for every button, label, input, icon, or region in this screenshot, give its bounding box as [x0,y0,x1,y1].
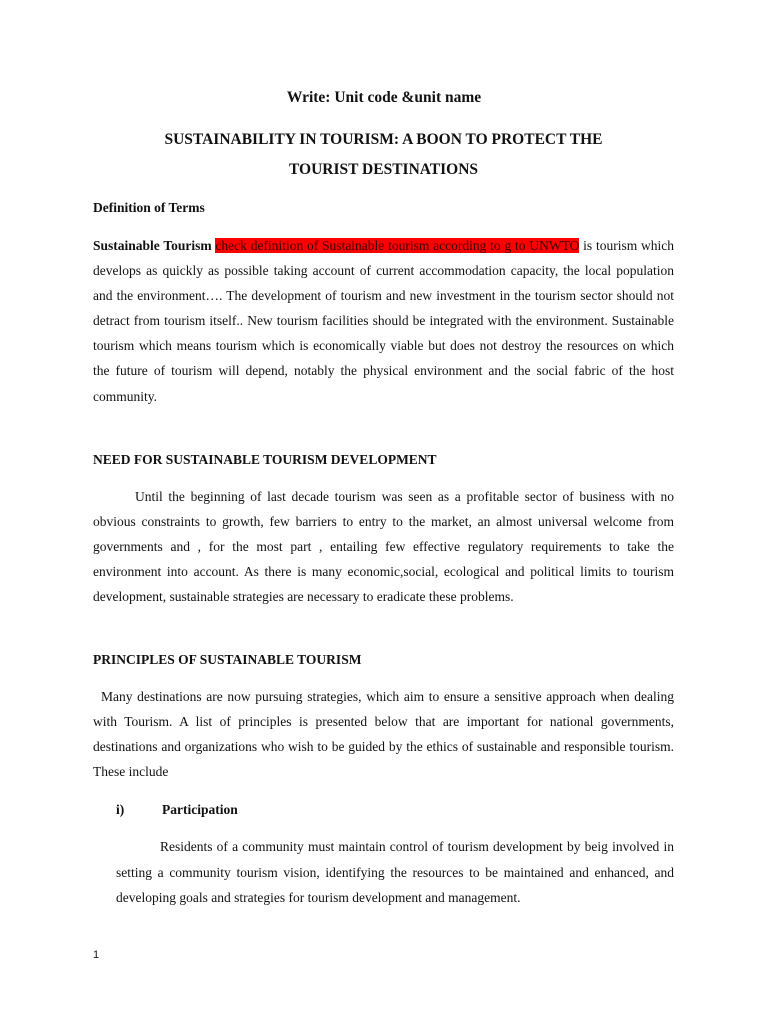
definition-paragraph [93,233,674,409]
document-title [93,125,674,185]
need-paragraph: Until the beginning of last decade tourism was seen as a profitable sector of business with no obvious constraints to growth, few barriers to entry to the market, an almost universal welcome from governments and , for the most part , entailing few effective regulatory requirements to take the environment into account. As there is many economic,social, ecological and political limits to tourism development, sustainable strategies are necessary to eradicate these problems. [93,489,674,605]
definition-term: Sustainable Tourism [93,238,212,253]
principles-heading: PRINCIPLES OF SUSTAINABLE TOURISM [93,652,362,667]
highlighted-review-note: check definition of Sustainable tourism according to g to UNWTO [215,238,580,253]
page-number: 1 [93,949,100,961]
definitions-heading: Definition of Terms [93,200,205,215]
title-line-1: SUSTAINABILITY IN TOURISM: A BOON TO PROTECT THE [164,131,603,148]
definition-body: is tourism which develops as quickly as possible taking account of current accommodation capacity, the local population and the environment…. The development of tourism and new investment in the tourism sector should not detract from tourism itself.. New tourism facilities should be integrated with the environment. Sustainable tourism which means tourism which is economically viable but does not destroy the resources on which the future of tourism will depend, notably the physical environment and the social fabric of the host community. [93,238,675,404]
list-item-heading [116,802,238,818]
list-item-number: i) [116,802,125,817]
principles-paragraph: Many destinations are now pursuing strategies, which aim to ensure a sensitive approach when dealing with Tourism. A list of principles is presented below that are important for national governments, destinations and organizations who wish to be guided by the ethics of sustainable and responsible tourism. These include [93,689,674,780]
list-item-body: Residents of a community must maintain control of tourism development by beig involved in setting a community tourism vision, identifying the resources to be maintained and enhanced, and developing goals and strategies for tourism development and management. [116,839,674,905]
title-line-2: TOURIST DESTINATIONS [288,161,479,178]
need-heading: NEED FOR SUSTAINABLE TOURISM DEVELOPMENT [93,452,437,467]
list-item-title: Participation [162,802,238,817]
unit-line: Write: Unit code &unit name [286,89,482,106]
